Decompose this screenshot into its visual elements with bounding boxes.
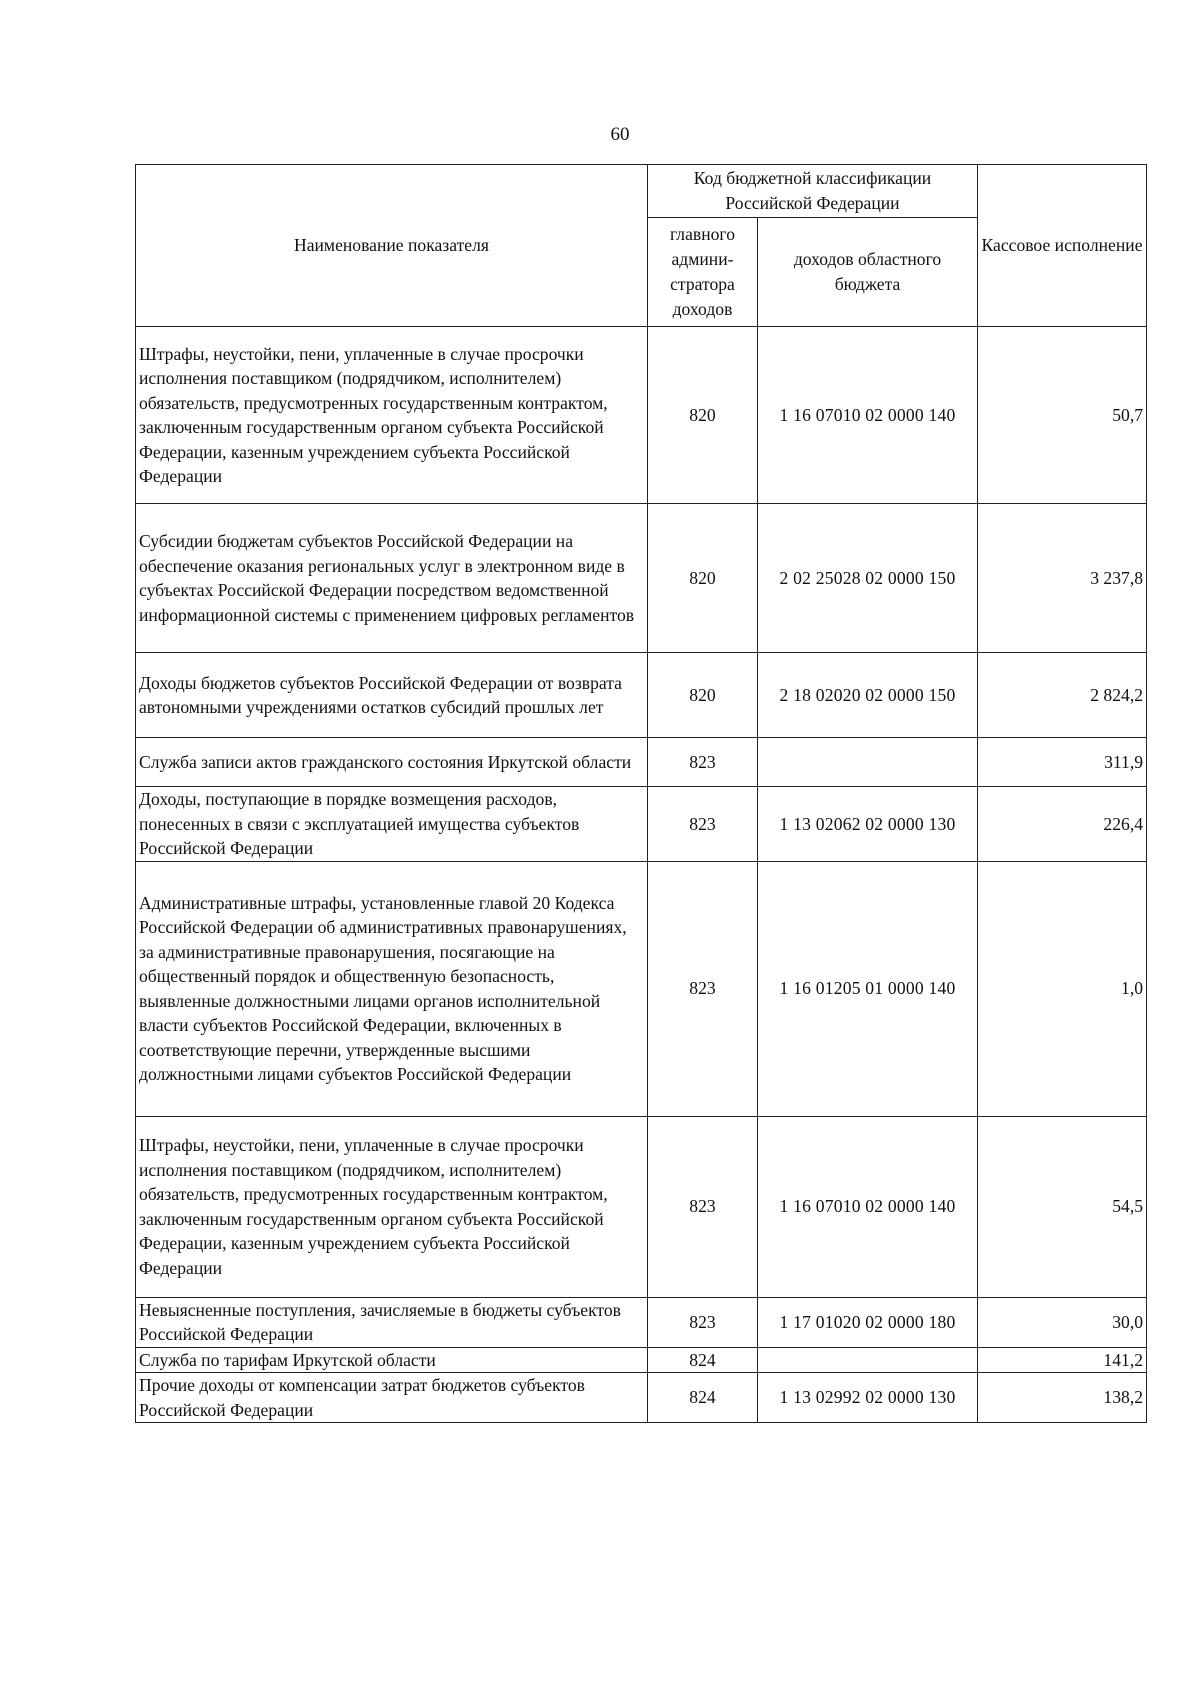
chief-admin-header: главного админи-стратора доходов [648,218,758,327]
admin-code-cell: 820 [648,504,758,653]
admin-code-cell: 820 [648,327,758,504]
budget-code-cell: 1 16 07010 02 0000 140 [758,327,978,504]
cash-amount-cell: 54,5 [978,1116,1147,1297]
budget-code-cell: 1 16 07010 02 0000 140 [758,1116,978,1297]
indicator-name-cell: Доходы бюджетов субъектов Российской Федерации от возврата автономными учреждениями остатков субсидий прошлых лет [136,653,648,738]
regional-revenue-header: доходов областного бюджета [758,218,978,327]
indicator-name-cell: Штрафы, неустойки, пени, уплаченные в случае просрочки исполнения поставщиком (подрядчиком, исполнителем) обязательств, предусмотренных государственным контрактом, заключенным государственным органом субъекта Российской Федерации, казенным учреждением субъекта Российской Федерации [136,327,648,504]
budget-code-cell: 1 16 01205 01 0000 140 [758,861,978,1116]
table-row [136,1347,1147,1373]
budget-code-cell: 2 02 25028 02 0000 150 [758,504,978,653]
admin-code-cell: 823 [648,738,758,787]
cash-amount-cell: 138,2 [978,1373,1147,1423]
revenue-table [135,164,1147,1423]
budget-code-cell: 1 17 01020 02 0000 180 [758,1297,978,1347]
budget-code-cell [758,738,978,787]
admin-code-cell: 823 [648,1116,758,1297]
indicator-name-cell: Доходы, поступающие в порядке возмещения расходов, понесенных в связи с эксплуатацией имущества субъектов Российской Федерации [136,787,648,862]
table-row [136,327,1147,504]
table-row [136,1297,1147,1347]
indicator-name-cell: Субсидии бюджетам субъектов Российской Федерации на обеспечение оказания региональных услуг в электронном виде в субъектах Российской Федерации посредством ведомственной информационной системы с применением цифровых регламентов [136,504,648,653]
cash-amount-cell: 2 824,2 [978,653,1147,738]
cash-amount-cell: 30,0 [978,1297,1147,1347]
table-row [136,861,1147,1116]
budget-code-cell [758,1347,978,1373]
indicator-name-cell: Штрафы, неустойки, пени, уплаченные в случае просрочки исполнения поставщиком (подрядчиком, исполнителем) обязательств, предусмотренных государственным контрактом, заключенным государственным органом субъекта Российской Федерации, казенным учреждением субъекта Российской Федерации [136,1116,648,1297]
cash-execution-header: Кассовое исполнение [978,165,1147,327]
admin-code-cell: 823 [648,1297,758,1347]
table-row [136,787,1147,862]
indicator-name-cell: Административные штрафы, установленные главой 20 Кодекса Российской Федерации об административных правонарушениях, за административные правонарушения, посягающие на общественный порядок и общественную безопасность, выявленные должностными лицами органов исполнительной власти субъектов Российской Федерации, включенных в соответствующие перечни, утвержденные высшими должностными лицами субъектов Российской Федерации [136,861,648,1116]
budget-code-cell: 1 13 02992 02 0000 130 [758,1373,978,1423]
cash-amount-cell: 3 237,8 [978,504,1147,653]
cash-amount-cell: 50,7 [978,327,1147,504]
admin-code-cell: 824 [648,1347,758,1373]
admin-code-cell: 823 [648,787,758,862]
admin-code-cell: 823 [648,861,758,1116]
budget-code-group-header: Код бюджетной классификации Российской Федерации [648,165,978,218]
cash-amount-cell: 311,9 [978,738,1147,787]
page-number: 60 [610,124,630,145]
table-row [136,504,1147,653]
budget-code-cell: 2 18 02020 02 0000 150 [758,653,978,738]
table-row [136,1116,1147,1297]
indicator-name-cell: Служба по тарифам Иркутской области [136,1347,648,1373]
indicator-name-cell: Невыясненные поступления, зачисляемые в бюджеты субъектов Российской Федерации [136,1297,648,1347]
cash-amount-cell: 141,2 [978,1347,1147,1373]
cash-amount-cell: 1,0 [978,861,1147,1116]
table-row [136,653,1147,738]
admin-code-cell: 820 [648,653,758,738]
indicator-name-cell: Прочие доходы от компенсации затрат бюджетов субъектов Российской Федерации [136,1373,648,1423]
indicator-name-header: Наименование показателя [136,165,648,327]
indicator-name-cell: Служба записи актов гражданского состояния Иркутской области [136,738,648,787]
table-row [136,1373,1147,1423]
budget-code-cell: 1 13 02062 02 0000 130 [758,787,978,862]
cash-amount-cell: 226,4 [978,787,1147,862]
table-row [136,738,1147,787]
admin-code-cell: 824 [648,1373,758,1423]
